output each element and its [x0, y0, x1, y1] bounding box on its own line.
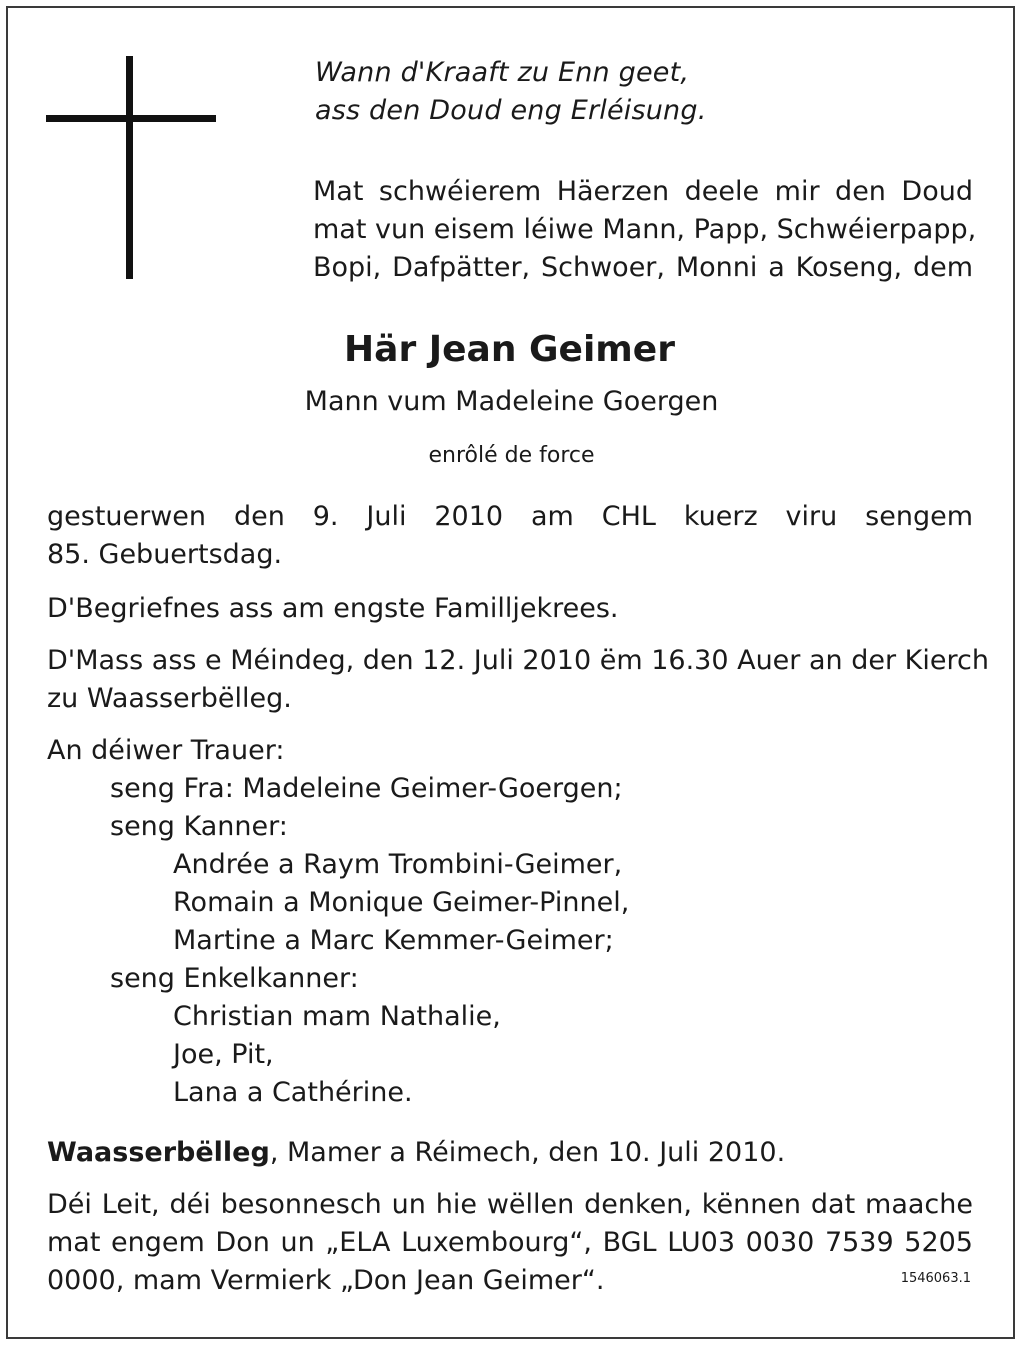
intro-line-1: Mat schwéierem Häerzen deele mir den Doud: [313, 176, 973, 207]
mass-paragraph: [47, 642, 989, 718]
grandchild-item: Christian mam Nathalie,: [173, 1001, 501, 1032]
death-line-2: 85. Gebuertsdag.: [47, 539, 283, 570]
donation-line-2: mat engem Don un „ELA Luxembourg“, BGL LU03 0030 7539 5205: [47, 1227, 973, 1258]
mourners-wife: seng Fra: Madeleine Geimer-Goergen;: [110, 773, 623, 804]
deceased-spouse: Mann vum Madeleine Goergen: [304, 386, 719, 417]
donation-line-1: Déi Leit, déi besonnesch un hie wëllen denken, kënnen dat maache: [47, 1189, 973, 1220]
deceased-name: Här Jean Geimer: [344, 329, 675, 370]
place-date-rest: , Mamer a Réimech, den 10. Juli 2010.: [269, 1137, 786, 1168]
child-item: Martine a Marc Kemmer-Geimer;: [173, 925, 614, 956]
intro-paragraph: [313, 173, 977, 287]
mass-line-1: D'Mass ass e Méindeg, den 12. Juli 2010 ëm 16.30 Auer an der Kierch: [47, 645, 989, 676]
cross-vertical-bar: [126, 56, 133, 279]
donation-line-3: 0000, mam Vermierk „Don Jean Geimer“.: [47, 1265, 605, 1296]
motto: [315, 54, 706, 130]
intro-line-2: mat vun eisem léiwe Mann, Papp, Schwéierpapp,: [313, 214, 977, 245]
place-name: Waasserbëlleg: [47, 1137, 270, 1168]
burial-line: D'Begriefnes ass am engste Familljekrees.: [47, 593, 619, 624]
cross-horizontal-bar: [46, 115, 216, 122]
mourners-children-label: seng Kanner:: [110, 811, 288, 842]
place-date-line: [47, 1134, 973, 1172]
mass-line-2: zu Waasserbëlleg.: [47, 683, 292, 714]
mourners-grandchildren-label: seng Enkelkanner:: [110, 963, 359, 994]
child-item: Romain a Monique Geimer-Pinnel,: [173, 887, 630, 918]
grandchild-item: Joe, Pit,: [173, 1039, 274, 1070]
mourners-list: [47, 732, 973, 1112]
motto-line-1: Wann d'Kraaft zu Enn geet,: [315, 57, 690, 88]
grandchild-item: Lana a Cathérine.: [173, 1077, 413, 1108]
intro-line-3: Bopi, Dafpätter, Schwoer, Monni a Koseng, dem: [313, 252, 973, 283]
reference-number: 1546063.1: [900, 1271, 971, 1286]
death-paragraph: [47, 498, 973, 574]
deceased-note: enrôlé de force: [428, 443, 595, 468]
mourners-heading: An déiwer Trauer:: [47, 735, 285, 766]
child-item: Andrée a Raym Trombini-Geimer,: [173, 849, 623, 880]
donation-paragraph: [47, 1186, 973, 1300]
motto-line-2: ass den Doud eng Erléisung.: [315, 95, 707, 126]
death-line-1: gestuerwen den 9. Juli 2010 am CHL kuerz viru sengem: [47, 501, 973, 532]
burial-paragraph: [47, 590, 973, 628]
